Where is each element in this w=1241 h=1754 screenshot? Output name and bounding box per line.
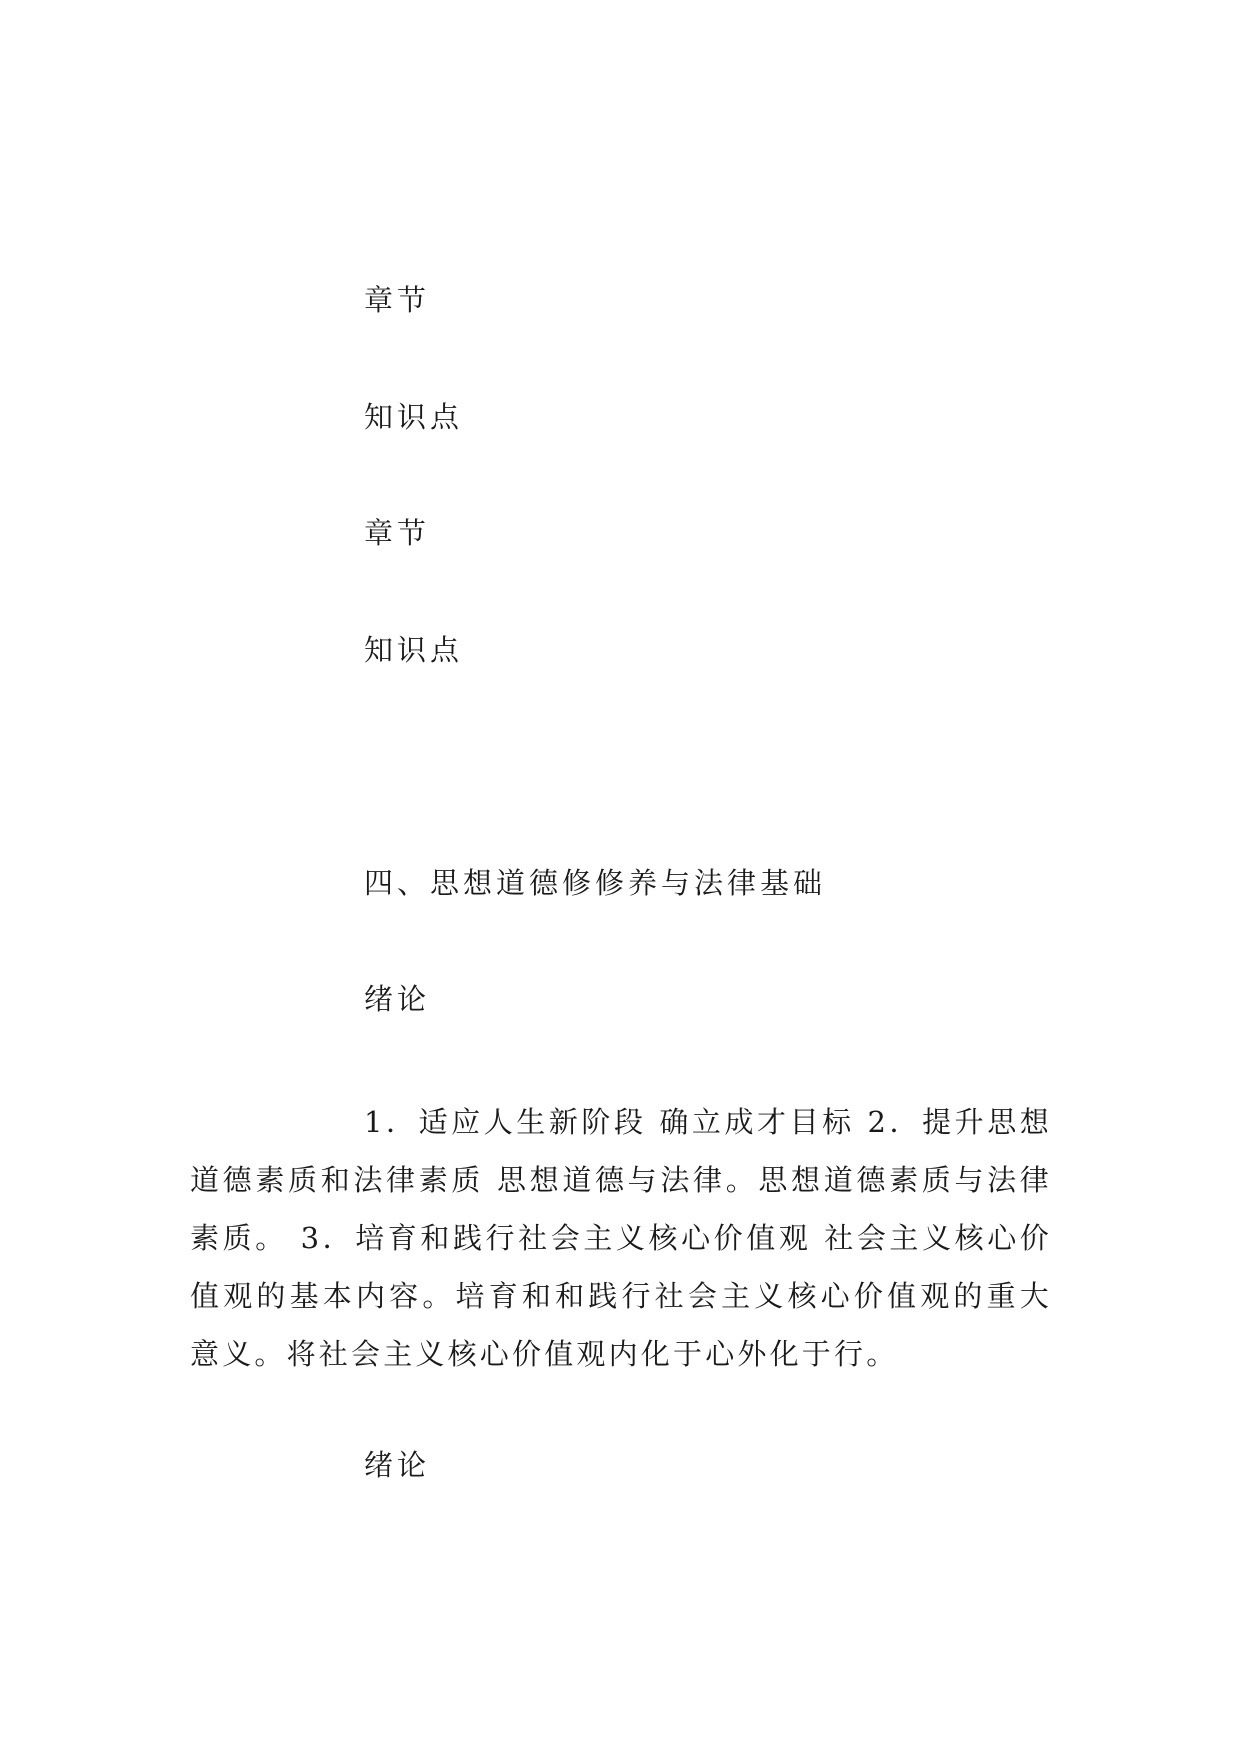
chapter-label-2: 章节	[364, 516, 431, 550]
chapter-label-1: 章节	[364, 283, 431, 317]
section-heading: 四、思想道德修修养与法律基础	[364, 866, 827, 900]
knowledge-point-label-2: 知识点	[364, 633, 464, 667]
knowledge-point-label-1: 知识点	[364, 400, 464, 434]
introduction-heading-1: 绪论	[364, 982, 431, 1016]
body-paragraph: 1．适应人生新阶段 确立成才目标 2．提升思想道德素质和法律素质 思想道德与法律。思想道德素质与法律素质。 3．培育和践行社会主义核心价值观 社会主义核心价值观的基本内容。培育和和践行社会主义核心价值观的重大意义。将社会主义核心价值观内化于心外化于行。	[190, 1105, 1052, 1371]
introduction-heading-2: 绪论	[364, 1448, 431, 1482]
